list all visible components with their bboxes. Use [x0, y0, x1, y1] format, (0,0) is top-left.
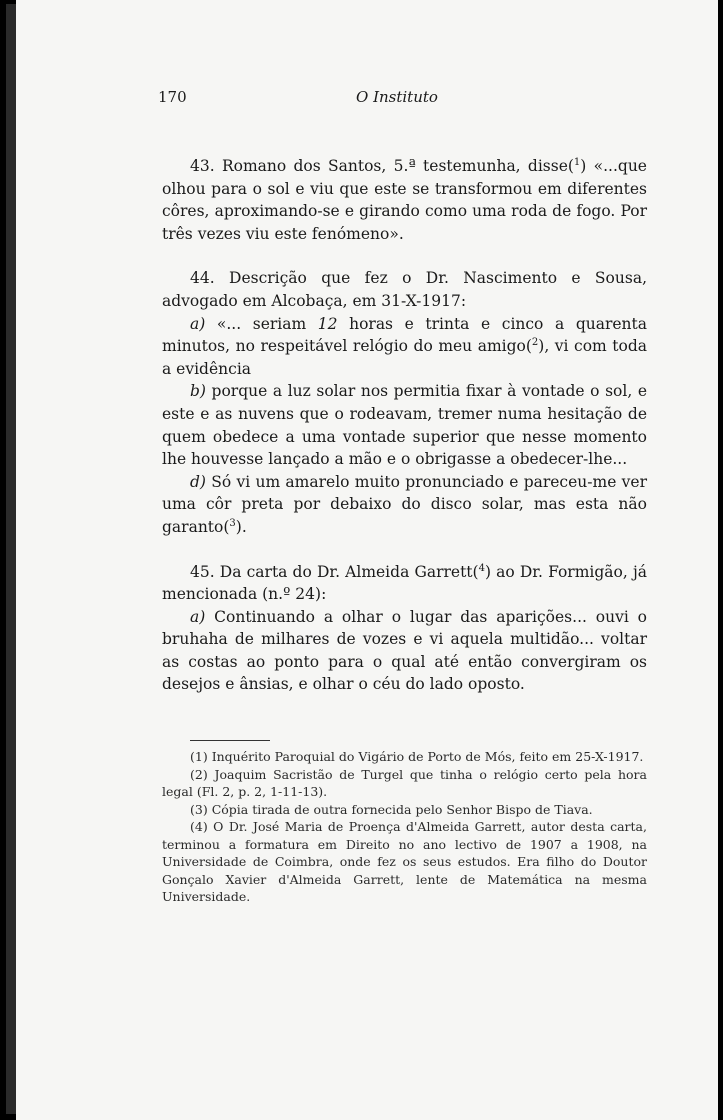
book-page [16, 0, 718, 1120]
footnote: (3) Cópia tirada de outra fornecida pelo Senhor Bispo de Tiava. [190, 801, 593, 817]
paragraph-44-a: a) «... seriam 12 horas e trinta e cinco a quarenta minutos, no respeitável relógio do meu amigo($^2$), vi com toda a evidência [162, 314, 647, 378]
body-text [162, 155, 647, 696]
page-number: 170 [158, 88, 187, 106]
footnote-rule [190, 740, 270, 741]
paragraph-44-b: b) porque a luz solar nos permitia fixar à vontade o sol, e este e as nuvens que o rodeavam, tremer numa hesitação de quem obedece a uma vontade superior que nesse momento lhe houvesse lançado a mão e o obrigasse a obedecer-lhe... [162, 382, 647, 469]
footnote: (1) Inquérito Paroquial do Vigário de Porto de Mós, feito em 25-X-1917. [190, 749, 644, 764]
paragraph-43: 43. Romano dos Santos, 5.ª testemunha, disse($^1$) «...que olhou para o sol e viu que este se transformou em diferentes côres, aproximando-se e girando como uma roda de fogo. Por três vezes viu este fenómeno». [162, 156, 647, 243]
footnote-ref: 2 [531, 337, 539, 348]
paragraph-45-a: a) Continuando a olhar o lugar das aparições... ouvi o bruhaha de milhares de vozes e vi aquela multidão... voltar as costas ao ponto para o qual até então convergiram os desejos e ânsias, e olhar o céu do lado oposto. [162, 607, 647, 694]
footnote: (2) Joaquim Sacristão de Turgel que tinha o relógio certo pela hora legal (Fl. 2, p. 2, 1-11-13). [162, 766, 647, 799]
paragraph-44-intro: 44. Descrição que fez o Dr. Nascimento e Sousa, advogado em Alcobaça, em 31-X-1917: [162, 269, 647, 310]
footnote-ref: 1 [573, 156, 581, 168]
paragraph-44-d: d) Só vi um amarelo muito pronunciado e pareceu-me ver uma côr preta por debaixo do disco solar, mas esta não garanto($^3$). [162, 472, 647, 536]
footnote: (4) O Dr. José Maria de Proença d'Almeida Garrett, autor desta carta, terminou a formatura em Direito no ano lectivo de 1907 a 1908, na Universidade de Coimbra, onde fez os seus estudos. Era filho do Doutor Gonçalo Xavier d'Almeida Garrett, lente de Matemática na mesma Universidade. [162, 819, 647, 904]
paragraph-45-intro: 45. Da carta do Dr. Almeida Garrett($^4$) ao Dr. Formigão, já mencionada (n.º 24): [162, 562, 647, 604]
running-title: O Instituto [356, 88, 438, 106]
footnote-ref: 4 [478, 562, 485, 574]
footnote-ref: 3 [229, 517, 236, 529]
footnotes [162, 748, 647, 906]
